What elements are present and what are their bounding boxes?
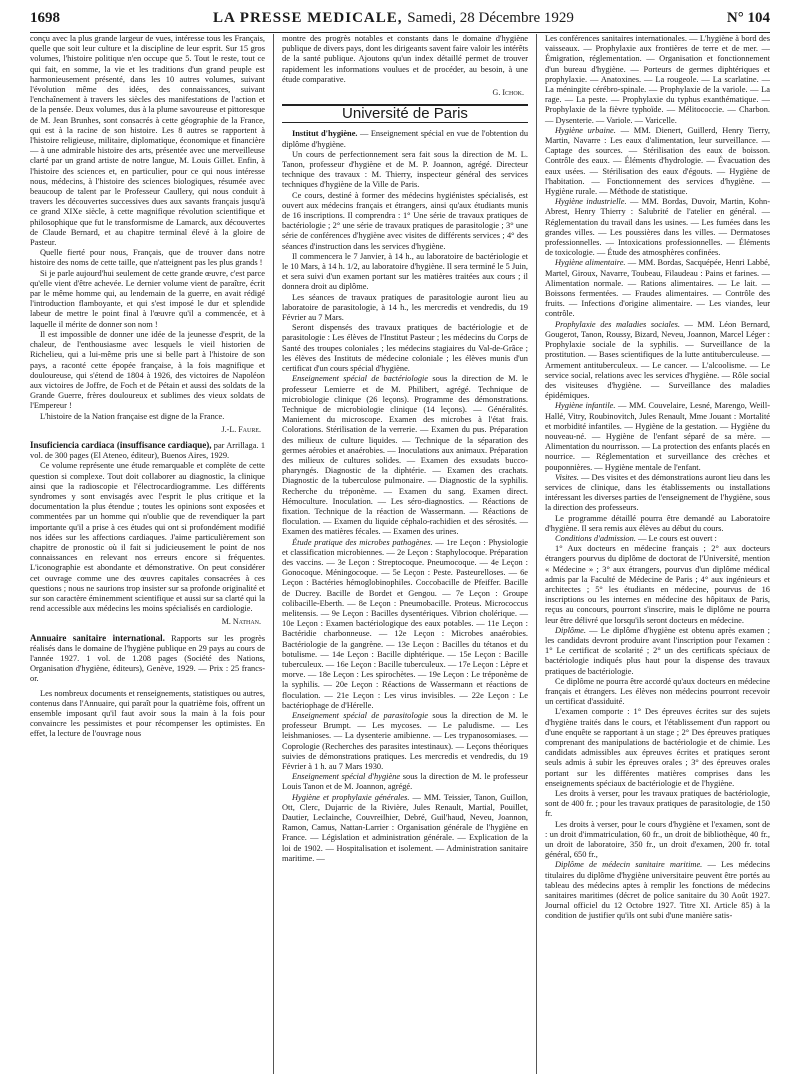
review-title: Insuficiencia cardiaca (insuffisance cardiaque), [30,439,212,450]
paragraph: Seront dispensés des travaux pratiques de bactériologie et de parasitologie : Les élèves de l'Institut Pasteur ; les médecins du Corps de Santé des troupes coloniales ; les médecins stagiaires du Val-de-Grâce ; les élèves des Instituts de médecine coloniale ; les élèves munis d'un certificat d'un cours spécial d'hygiène. [282,323,528,374]
paragraph: montre des progrès notables et constants dans le domaine d'hygiène publique de divers pays, dont les dirigeants savent faire valoir les intérêts de la santé publique. Ajoutons qu'un index détaillé permet de trouver rapidement les informations voulues et de procéder, au besoin, à une étude comparative. [282,34,528,84]
lead-italic: Hygiène infantile. [555,401,616,411]
lead-italic: Visites. [555,472,579,482]
paragraph: 1° Aux docteurs en médecine français ; 2° aux docteurs étrangers pourvus du diplôme de doctorat de l'Université, mention « Médecine » ; 3° aux étrangers, pourvus d'un diplôme médical admis par la Faculté de Médecine de Paris ; 4° aux ingénieurs et architectes ; 5° les étudiants en médecine, pourvus de 16 inscriptions ou les internes en médecine des hôpitaux de Paris, reçus au concours, pourront s'inscrire, mais le diplôme ne pourra leur être délivré que lorsqu'ils seront docteurs en médecine. [545,544,770,625]
review-reference: Rapports sur les progrès réalisés dans le domaine de l'hygiène publique en 29 pays au cours de l'année 1927. 1 vol. de 1.208 pages (Société des Nations, Organisation d'hygiène, éditeurs), Genève, 1929. — Prix : 25 francs-or. [30,633,265,684]
column-2 [274,34,537,1074]
paragraph: conçu avec la plus grande largeur de vues, intéresse tous les Français, quelle que soit leur culture et la discipline de leur esprit. Sur 15 gros volumes, l'histoire politique n'en occupe que 5. Tout le reste, tout ce qui fait, en somme, la vie et les traditions d'un grand peuple est harmonieusement présenté, dans les 10 autres volumes, suivant l'évolution même des idées, des connaissances, suivant l'enchaînement à travers les siècles des manifestations de l'action et de la pensée. Deux volumes, dus à la plume savoureuse et pittoresque de M. Jean Brunhes, sont consacrés à cette géographie de la France, qui est à la racine de son histoire. Les 8 autres se rapportent à l'histoire religieuse, militaire, diplomatique, économique et financière — à une admirable histoire des arts, présentée avec une merveilleuse clarté par un grand artiste de notre langue, M. Louis Gillet. Enfin, à l'histoire des sciences et, en particulier, pour ce qui nous intéresse nous, médecins, à l'histoire des sciences biologiques, résumée avec beaucoup de talent par le Professeur Caullery, qui nous conduit à travers les découvertes successives dues aux savants français jusqu'à ce grand XIXe siècle, à cette magnifique révolution scientifique et philosophique que fut le transformisme de Lamarck, aux découvertes de Claude Bernard, et au chapitre terminal élevé à la gloire de Pasteur. [30,34,265,248]
paragraph: Quelle fierté pour nous, Français, que de trouver dans notre histoire des noms de cette taille, que n'atteignent pas les plus grands ! [30,248,265,268]
paragraph: Prophylaxie des maladies sociales. — MM. Léon Bernard, Gougerot, Tanon, Roussy, Bizard, Neveu, Joannon, Marcel Léger : Prophylaxie sociale de la syphilis. — Surveillance de la prostitution. — Bases scientifiques de la lutte antituberculeuse. — Armement antituberculeux. — Le cancer. — L'alcoolisme. — Le service social, relations avec les services d'hygiène. — Rôle social des visiteuses d'hygiène. — Surveillance des maladies épidémiques. [545,319,770,401]
paragraph: Étude pratique des microbes pathogènes. — 1re Leçon : Physiologie et classification microbiennes. — 2e Leçon : Staphylocoque. Préparation des vaccins. — 3e Leçon : Streptocoque. Pneumocoque. — 4e Leçon : Gonocoque. Méningocoque. — 5e Leçon : Peste. Pasteurelloses. — 6e Leçon : Bactéries hémoglobinophiles. Coccobacille de Pfeiffer. Bacille de Ducrey. Bacille de Bordet et Gengou. — 7e Leçon : Groupe colibacille-Eberth. — 8e Leçon : Pneumobacille. Proteus. Micrococcus melitensis. — 9e Leçon : Bacilles dysentériques. Vibrion cholérique. — 10e Leçon : Examen bactériologique des eaux potables. — 11e Leçon : Bactéridie charbonneuse. — 12e Leçon : Microbes anaérobies. Bactériologie de la gangrène. — 13e Leçon : Bacilles du tétanos et du botulisme. — 14e Leçon : Bacille diphtérique. — 15e Leçon : Bacille tuberculeux. — 16e Leçon : Bacille tuberculeux. — 17e Leçon : Lèpre et morve. — 18e Leçon : Les spirochètes. — 19e Leçon : Le tréponème de la syphilis. — 20e Leçon : Réactions de Wassermann et réactions de floculation. — 21e Leçon : Les virus invisibles. — 22e Leçon : Le bactériophage de d'Hérelle. [282,537,529,710]
lead-italic: Diplôme de médecin sanitaire maritime. [555,860,703,870]
paragraph: Un cours de perfectionnement sera fait sous la direction de M. L. Tanon, professeur d'hygiène et de M. P. Joannon, agrégé. Directeur technique des travaux : M. Thierry, inspecteur général des services techniques d'hygiène de la Ville de Paris. [282,149,528,190]
lead-italic: Conditions d'admission. [555,533,636,543]
paragraph: Hygiène et prophylaxie générales. — MM. Teissier, Tanon, Guillon, Ott, Clerc, Dujarric de la Rivière, Jules Renault, Martial, Pouillet, Dautier, Leclainche, Couvreilhier, Debré, Guil'haud, Neveu, Joannon, Ramon, Camus, Nattan-Larrier : Organisation générale de l'hygiène en France. — Législation et administration générale. — Explication de la loi de 1902. — Hospitalisation et isolement. — Administration sanitaire maritime. — [282,792,528,863]
paragraph: L'histoire de la Nation française est digne de la France. [40,411,225,421]
author-signature: G. Ichok. [492,88,524,98]
paragraph: Diplôme de médecin sanitaire maritime. — Les médecins titulaires du diplôme d'hygiène universitaire peuvent être portés au tableau des médecins aptes à remplir les fonctions de médecins sanitaires maritimes (décret de police sanitaire du 30 Août 1927. Journal officiel du 12 Octobre 1927. Titre XI. Article 85) à la condition de justifier qu'ils ont subi d'une manière satis- [545,860,770,921]
page-header [30,10,770,33]
issue-date: Samedi, 28 Décembre 1929 [407,10,574,26]
paragraph: Hygiène urbaine. — MM. Dienert, Guillerd, Henry Tierry, Martin, Navarre : Les eaux d'alimentation, leur surveillance. — Captage des sources. — Stérilisation des eaux de boisson. Contrôle des eaux. — Éléments d'hydrologie. — Évacuation des eaux usées. — Stérilisation des eaux d'égouts. — Hygiène de l'habitation. — Fonctionnement des services d'hygiène. — Hygiène rurale. — Méthode de statistique. [545,125,770,197]
lead-italic: Hygiène alimentaire. [555,258,626,268]
author-signature: J.-L. Faure. [221,424,261,434]
lead-italic: Enseignement spécial de bactériologie [292,374,429,384]
author-signature: M. Nathan. [221,617,261,627]
page-columns [30,34,770,1074]
subsection-title: Institut d'hygiène. [292,129,358,139]
lead-italic: Enseignement spécial de parasitologie [292,711,429,720]
paragraph: Diplôme. — Le diplôme d'hygiène est obtenu après examen ; les candidats devront produire avant l'inscription pour l'examen : 1° Le certificat de scolarité ; 2° un des certificats spéciaux de bactériologie indiqués plus haut pour la dispense des travaux pratiques de bactériologie. [545,625,770,676]
issue-number: N° 104 [726,10,770,26]
paragraph: L'examen comporte : 1° Des épreuves écrites sur des sujets d'hygiène traités dans le cours, et l'établissement d'un rapport ou d'une enquête se rapportant à un stage ; 2° Des épreuves pratiques comprenant des manipulations de bactériologie et de chimie. Les candidats admissibles aux épreuves écrites et pratiques seront seuls admis à subir les épreuves orales ; 3° des épreuves orales portant sur les différentes matières comprises dans les enseignements spéciaux de bactériologie et de l'hygiène. [545,707,770,788]
paragraph: Les droits à verser, pour le cours d'hygiène et l'examen, sont de : un droit d'immatriculation, 60 fr., un droit de bibliothèque, 40 fr., un droit de laboratoire, 350 fr., un droit d'examen, 200 fr. total général, 650 fr., [545,819,770,860]
column-1 [30,34,274,1074]
paragraph: Visites. — Des visites et des démonstrations auront lieu dans les services de clinique, dans les établissements ou installations intéressant les diverses parties de l'enseignement de l'hygiène, sous la direction des professeurs. [545,472,770,513]
review-title: Annuaire sanitaire international. [30,632,165,643]
journal-name: LA PRESSE MEDICALE, [213,10,403,26]
paragraph: Les nombreux documents et renseignements, statistiques ou autres, contenus dans l'Annuaire, qui paraît pour la quatrième fois, offrent un ensemble imposant qu'il faut avoir sous la main à la fois pour convaincre les pessimistes et pour récompenser les optimistes. En effet, la lecture de l'ouvrage nous [30,688,265,739]
paragraph: Ce volume représente une étude remarquable et complète de cette question si complexe. Tout doit collaborer au diagnostic, la clinique ainsi que la radioscopie et l'électrocardiogramme. Les différents syndromes y sont envisagés avec l'esprit le plus critique et la documentation la plus étendue ; toutes les opinions sont exposées et commentées par un homme qui n'oublie que de revendiquer la part importante qu'il a prise à ces études qui ont si profondément modifié nos idées sur les affections cardiaques. J'aime particulièrement son chapitre de pronostic où il fait si judicieusement le point de nos connaissances en relevant nos erreurs encore si fréquentes. L'iconographie est abondante et démonstrative. On peut considérer cet ouvrage comme une des œuvres capitales consacrées à ces questions ; nous ne saurions trop insister sur sa profonde originalité et sur son caractère éminemment scientifique et aussi sur sa clarté qui la rend accessible aux médecins les moins spécialisés en cardiologie. [30,461,265,614]
paragraph: Hygiène alimentaire. — MM. Bordas, Sacquépée, Henri Labbé, Martel, Giroux, Navarre, Toubeau, Filaudeau : Pains et farines. — Alimentation normale. — Rations alimentaires. — Le lait. — Boissons fermentées. — Fraudes alimentaires. — Contrôle des fruits. — Infections d'origine alimentaire. — Les viandes, leur contrôle. [545,258,770,319]
page-number: 1698 [30,10,60,26]
paragraph: Il commencera le 7 Janvier, à 14 h., au laboratoire de bactériologie et le 10 Mars, à 14 h. 1/2, au laboratoire d'hygiène. Il sera terminé le 5 Juin, et sera suivi d'un examen portant sur les matières traitées aux cours ; il donnera droit au diplôme. [282,251,528,292]
paragraph: Si je parle aujourd'hui seulement de cette grande œuvre, c'est parce qu'elle vient d'être achevée. Le dernier volume vient de paraître, écrit par le même homme qui, au lendemain de la guerre, en avait rédigé l'introduction flamboyante, et qui s'est imposé le dur et splendide labeur de mettre le point final à l'œuvre qu'il a commencée, et à laquelle il mérite de donner son nom ! [30,268,265,329]
lead-italic: Hygiène et prophylaxie générales. [292,792,410,802]
paragraph: Le programme détaillé pourra être demandé au Laboratoire d'hygiène. Il sera remis aux élèves au début du cours. [545,513,770,533]
lead-italic: Étude pratique des microbes pathogènes. [292,537,433,547]
paragraph: Conditions d'admission. — Le cours est ouvert : [555,533,717,543]
paragraph: Enseignement spécial de bactériologie sous la direction de M. le professeur Lemierre et de M. Philibert, agrégé. Technique de microbiologie clinique (26 leçons). Programme des démonstrations. Technique de microbiologie clinique (14 leçons). — Généralités. Maniement du microscope. Examen des microbes à l'état frais. Colorations. Stérilisation de la verrerie. — Examen du pus. Préparation des milieux de culture liquides. — Technique de la séparation des germes aérobies et anaérobies. — Inoculations aux animaux. Préparation des milieux de cultures solides. — Examen des exsudats bucco-pharyngés. Diagnostic de la diphtérie. — Examen des crachats. Diagnostic de la tuberculose pulmonaire. — Diagnostic de la syphilis. Recherche du tréponème. — Examen du sang. Examen direct. Hémoculture. Inoculation. — Les séro-diagnostics. — Réactions de fixation. Technique de la réaction de Wassermann. — Réactions de floculation. — Examen du liquide céphalo-rachidien et des sérosités. — Examen des matières fécales. — Examen des urines. [282,374,528,537]
paragraph: Hygiène industrielle. — MM. Bordas, Duvoir, Martin, Kohn-Abrest, Henry Thierry : Salubrité de l'atelier en général. — Réglementation du travail dans les usines. — Les fumées dans les grandes villes. — Les poussières dans les villes. — Dermatoses professionnelles. — Intoxications professionnelles. — Éléments de toxicologie. — Étude des atmosphères confinées. [545,197,770,258]
section-title: Université de Paris [282,104,528,123]
column-3 [537,34,770,1074]
paragraph: Les conférences sanitaires internationales. — L'hygiène à bord des vaisseaux. — Prophylaxie aux frontières de terre et de mer. — Émigration, réglementation. — Organisation et fonctionnement d'un bureau d'hygiène. — Porteurs de germes diphtériques et prophylaxie. — Anatoxines. — La rougeole. — La scarlatine. — La méningite cérébro-spinale. — Prophylaxie de la variole. — La rage. — La peste. — Prophylaxie du typhus exanthématique. — Prophylaxie de la fièvre typhoïde. — Mélitococcie. — Charbon. — Dysenterie. — Variole. — Varicelle. [545,34,770,125]
lead-italic: Enseignement spécial d'hygiène [292,772,401,782]
paragraph: Hygiène infantile. — MM. Couvelaire, Lesné, Marengo, Weill-Hallé, Vitry, Roubinovitch, Jules Renault, Mme Jouant : Mortalité et morbidité infantiles. — Hygiène de la gestation. — Hygiène du nouveau-né. — Hygiène de l'enfant séparé de sa mère. — Alimentation du nourrisson. — La protection des enfants placés en nourrice. — Réglementation et surveillance des crèches et pouponnières. — Hygiène mentale de l'enfant. [545,401,770,472]
review-reference: par Arrillaga. 1 vol. de 300 pages (El Ateneo, éditeur), Buenos Aires, 1929. [30,440,266,461]
paragraph: Enseignement spécial d'hygiène sous la direction de M. le professeur Louis Tanon et de M. Joannon, agrégé. [282,772,528,792]
lead-italic: Hygiène urbaine. [555,125,616,135]
review-heading [30,440,265,461]
lead-italic: Diplôme. [555,625,586,635]
paragraph: Les droits à verser, pour les travaux pratiques de bactériologie, sont de 400 fr. ; pour les travaux pratiques de parasitologie, de 150 fr. [545,789,770,819]
paragraph: Institut d'hygiène. — Enseignement spécial en vue de l'obtention du diplôme d'hygiène. [282,129,529,149]
paragraph: Il est impossible de donner une idée de la jeunesse d'esprit, de la chaleur, de l'enthousiasme avec lesquels le vieil historien de Richelieu, qui a lui-même pris une si belle part à l'histoire de son pays, a raconté cette épopée française, à la fois magnifique et douloureuse, qui s'étend de 1804 à 1926, des victoires de Napoléon aux victoires de Joffre, de Foch et de Pétain et aussi des soldats de la Grande Guerre, frères douloureux et sublimes des vieux soldats de l'Empereur ! [30,329,265,411]
journal-title [213,10,574,27]
review-heading [30,633,265,685]
paragraph: Enseignement spécial de parasitologie sous la direction de M. le professeur Brumpt. — Les mycoses. — Le paludisme. — Les leishmanioses. — La dysenterie amibienne. — Les trypanosomiases. — Coprologie (Recherches des parasites intestinaux). — Leçons théoriques suivies de démonstrations pratiques. Les mercredis et vendredis, du 19 Février à 1 h. au 7 Mars 1930. [282,711,528,772]
paragraph: Ce cours, destiné à former des médecins hygiénistes spécialisés, est ouvert aux médecins français et étrangers, ainsi qu'aux étudiants munis de 16 inscriptions. Il comprendra : 1° Une série de travaux pratiques de bactériologie ; 2° une série de travaux pratiques de parasitologie ; 3° une série de conférences d'hygiène avec visites de différents services ; 4° des séances d'instruction dans les services d'hygiène. [282,190,528,251]
paragraph: Les séances de travaux pratiques de parasitologie auront lieu au laboratoire de parasitologie, à 14 h., les mercredis et vendredis, du 19 Février au 7 Mars. [282,292,528,323]
lead-italic: Prophylaxie des maladies sociales. [555,319,680,329]
lead-italic: Hygiène industrielle. [555,197,627,207]
paragraph: Ce diplôme ne pourra être accordé qu'aux docteurs en médecine français et étrangers. Les élèves non médecins pourront recevoir un certificat d'assiduité. [545,676,770,707]
